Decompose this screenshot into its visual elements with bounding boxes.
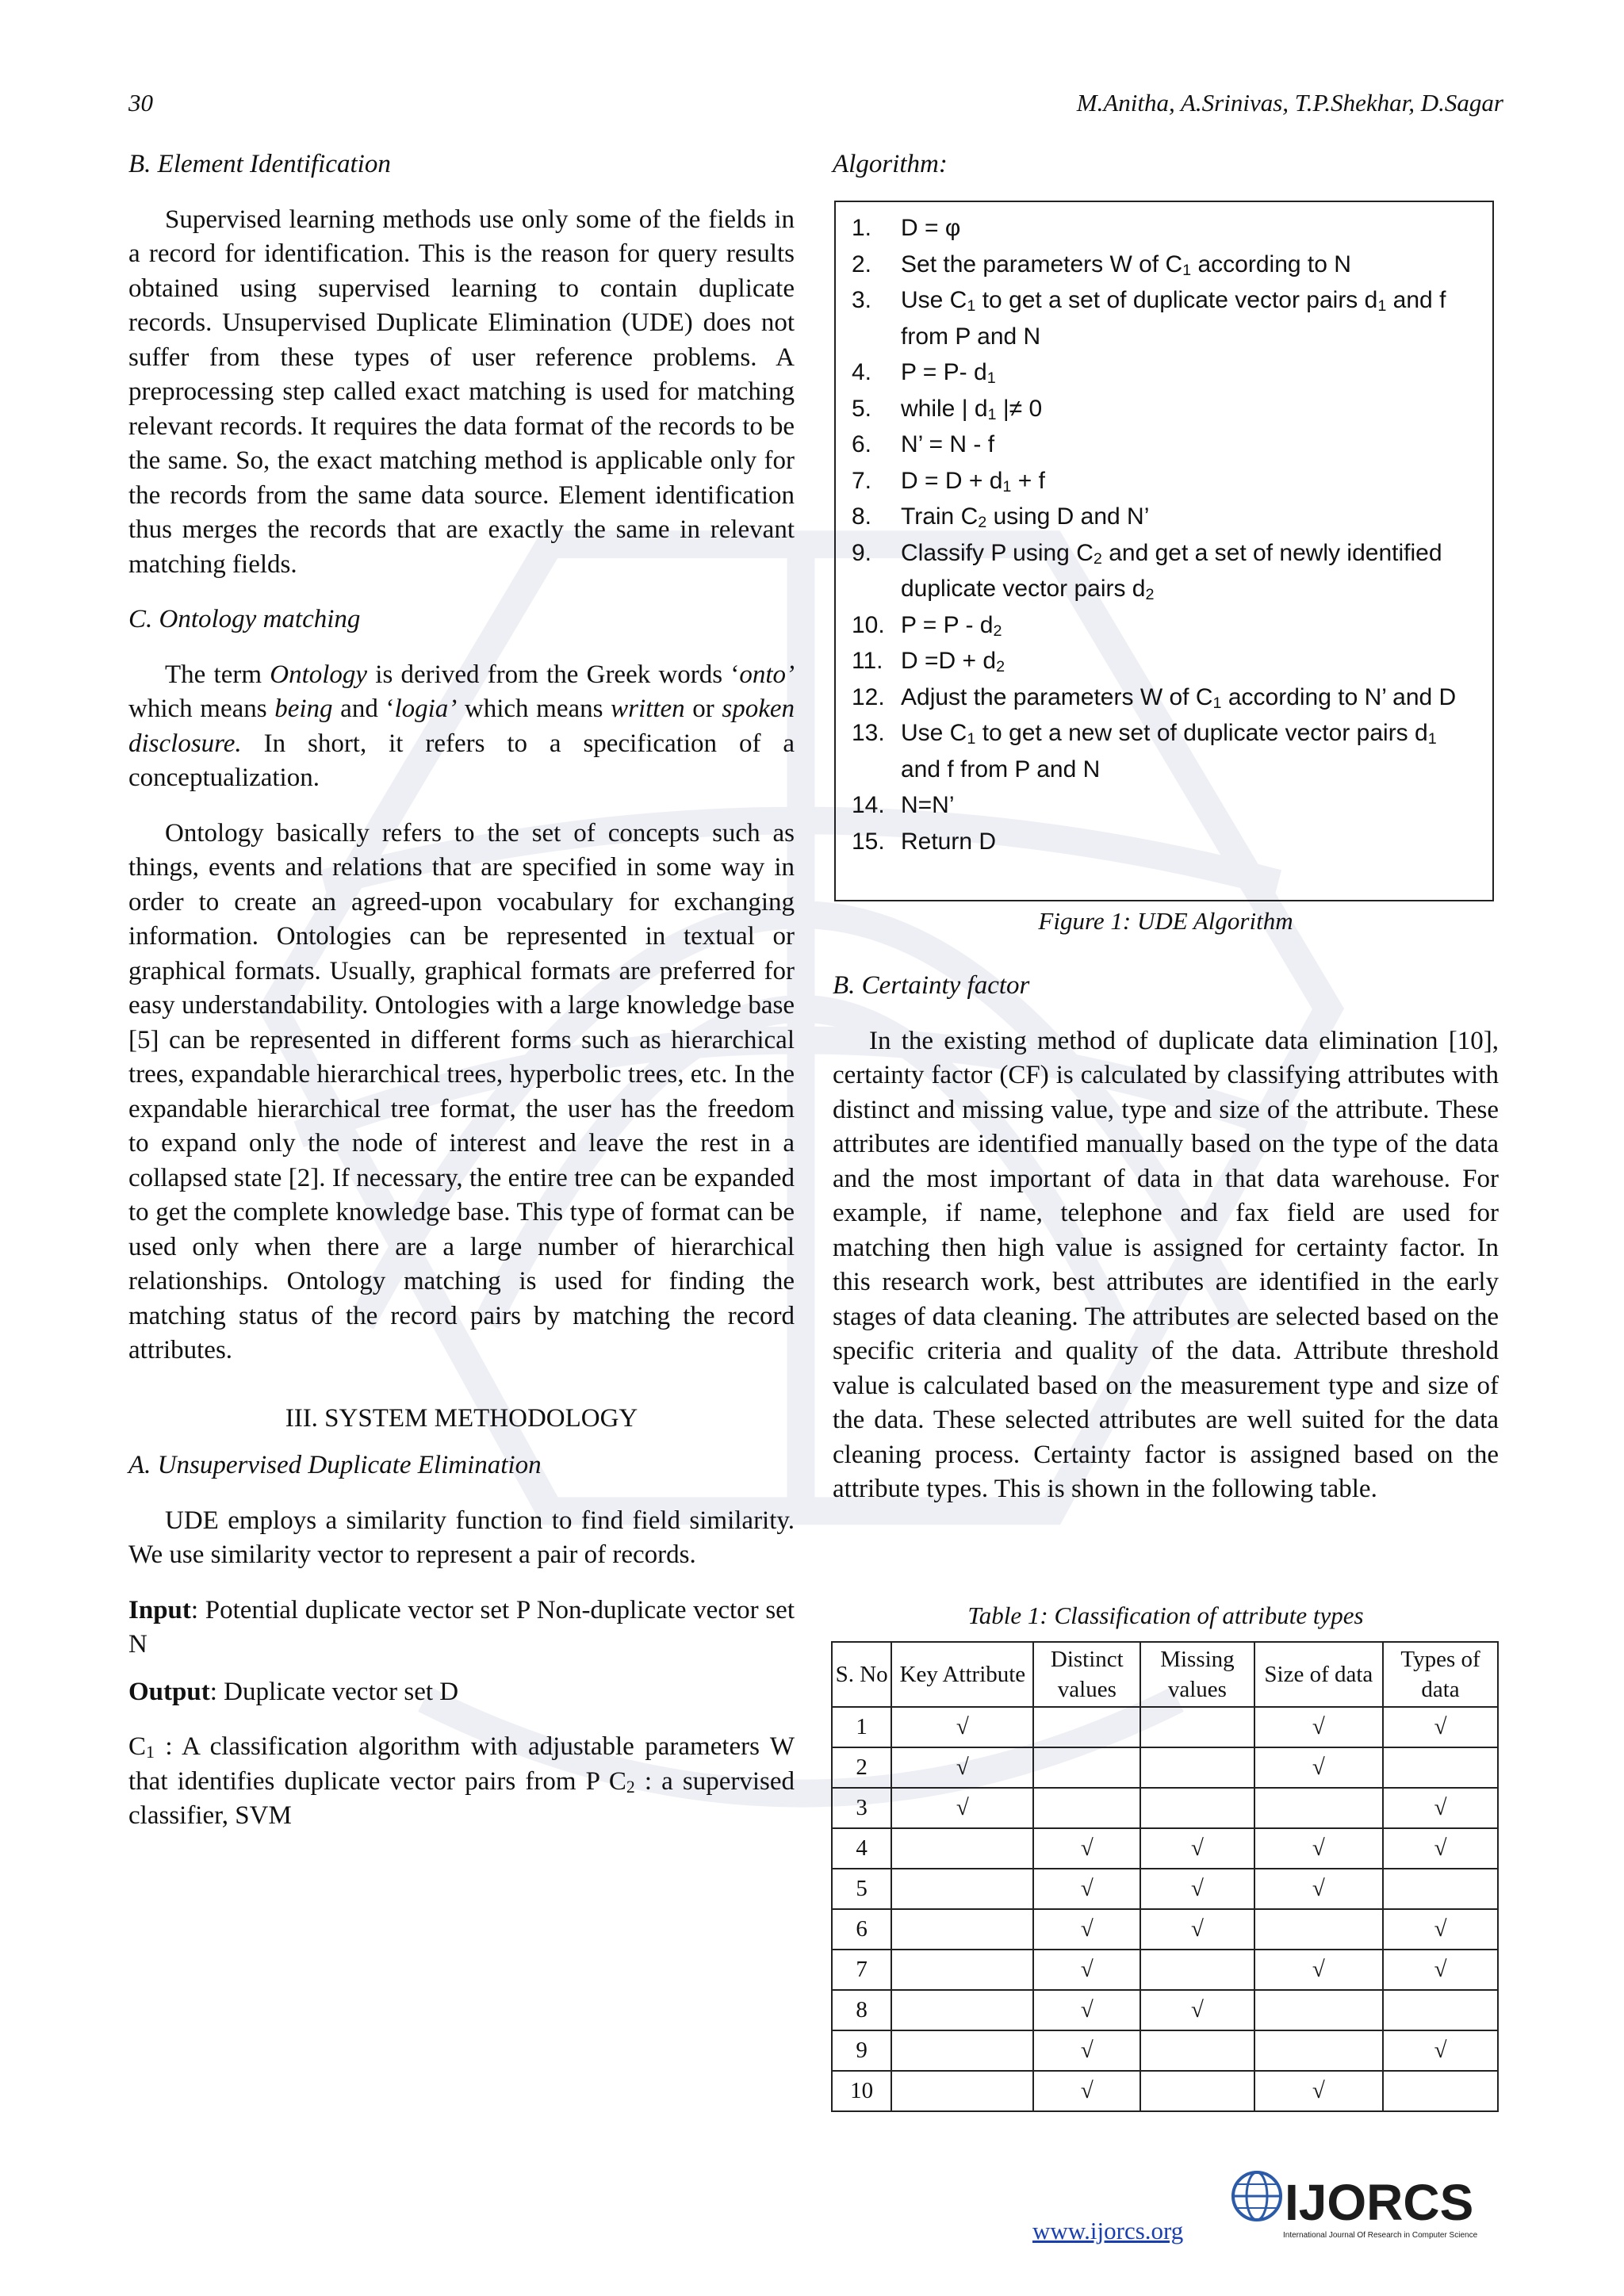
step-text: Use C bbox=[901, 287, 967, 313]
table-header-cell: Distinct values bbox=[1033, 1642, 1140, 1707]
table-row bbox=[832, 2030, 1498, 2071]
table-cell bbox=[1254, 1788, 1383, 1828]
step-text: Set the parameters W of C bbox=[901, 251, 1183, 277]
section-b-certainty-title: B. Certainty factor bbox=[833, 971, 1030, 1000]
step-text: N’ = N - f bbox=[901, 431, 995, 457]
step-text: P = P- d bbox=[901, 359, 987, 385]
step-number: 11. bbox=[852, 648, 883, 674]
step-number: 7. bbox=[852, 467, 872, 494]
table-cell: 8 bbox=[832, 1990, 891, 2030]
step-text: according to N’ and D bbox=[1221, 683, 1457, 710]
table-cell bbox=[891, 1909, 1033, 1950]
table-cell bbox=[1033, 1747, 1140, 1788]
table-cell: √ bbox=[1033, 1869, 1140, 1909]
table-cell: 4 bbox=[832, 1828, 891, 1869]
table-cell: √ bbox=[1383, 2030, 1498, 2071]
svg-text:IJORCS: IJORCS bbox=[1285, 2174, 1474, 2231]
algorithm-step bbox=[852, 463, 1477, 499]
step-subscript: 1 bbox=[986, 369, 996, 387]
step-text: Use C bbox=[901, 720, 967, 746]
table-caption: Table 1: Classification of attribute types bbox=[967, 1601, 1364, 1629]
table-cell bbox=[1383, 1869, 1498, 1909]
step-number: 3. bbox=[852, 287, 872, 313]
table-cell bbox=[1033, 1788, 1140, 1828]
table-cell: 10 bbox=[832, 2071, 891, 2111]
table-row bbox=[832, 1950, 1498, 1990]
algorithm-step bbox=[852, 391, 1477, 427]
step-subscript: 1 bbox=[1212, 694, 1222, 712]
step-text: D = φ bbox=[901, 215, 961, 241]
table-cell bbox=[1140, 1707, 1254, 1747]
table-cell: 3 bbox=[832, 1788, 891, 1828]
table-cell bbox=[1254, 1990, 1383, 2030]
step-number: 10. bbox=[852, 611, 885, 638]
algorithm-step bbox=[852, 535, 1477, 607]
algorithm-step bbox=[852, 643, 1477, 679]
table-cell: 6 bbox=[832, 1909, 891, 1950]
table-cell bbox=[891, 2071, 1033, 2111]
table-cell: √ bbox=[1033, 2071, 1140, 2111]
table-header-cell: Types of data bbox=[1383, 1642, 1498, 1707]
table-row bbox=[832, 1788, 1498, 1828]
table-row bbox=[832, 1747, 1498, 1788]
step-text: + f bbox=[1011, 467, 1045, 494]
table-header-cell: Size of data bbox=[1254, 1642, 1383, 1707]
step-subscript: 2 bbox=[993, 622, 1002, 640]
algorithm-step bbox=[852, 210, 1477, 247]
algorithm-box bbox=[834, 201, 1494, 901]
algorithm-step bbox=[852, 787, 1477, 824]
step-subscript: 2 bbox=[1145, 586, 1155, 603]
table-cell: √ bbox=[1254, 1707, 1383, 1747]
paragraph-ontology-term: The term Ontology is derived from the Greek words ‘onto’ which means being and ‘logia’ which means written or spoken disclosure. In short, it refers to a specification of a conceptualization. bbox=[128, 660, 795, 792]
table-cell: √ bbox=[1033, 2030, 1140, 2071]
classifier-definitions: $C_1$ : A classification algorithm with adjustable parameters W that identifies duplicate vector pairs from P $C_2$ : a supervised classifier, SVM bbox=[128, 1732, 795, 1830]
step-subscript: 1 bbox=[987, 405, 997, 423]
step-text: using D and N’ bbox=[986, 503, 1150, 530]
running-header-authors: M.Anitha, A.Srinivas, T.P.Shekhar, D.Sagar bbox=[1076, 89, 1503, 117]
algorithm-step bbox=[852, 427, 1477, 463]
paragraph-element-identification: Supervised learning methods use only some of the fields in a record for identification. This is the reason for query results obtained using supervised learning to contain duplicate records. Unsupervised Duplicate Elimination (UDE) does not suffer from these types of user reference problems. A preprocessing step called exact matching is used for matching relevant records. It requires the data format of the records to be the same. So, the exact matching method is applicable only for the records from the same data source. Element identification thus merges the records that are exactly the same in relevant matching fields. bbox=[128, 205, 795, 579]
step-text: Return D bbox=[901, 828, 997, 855]
table-cell bbox=[891, 1950, 1033, 1990]
table-cell bbox=[891, 1990, 1033, 2030]
table-cell: √ bbox=[1254, 1747, 1383, 1788]
algorithm-step bbox=[852, 354, 1477, 391]
table-row bbox=[832, 1909, 1498, 1950]
table-cell bbox=[891, 1828, 1033, 1869]
step-text: D =D + d bbox=[901, 648, 997, 674]
table-row bbox=[832, 1707, 1498, 1747]
algorithm-step bbox=[852, 607, 1477, 644]
table-cell: √ bbox=[1254, 1950, 1383, 1990]
table-cell: √ bbox=[1033, 1828, 1140, 1869]
step-text: Adjust the parameters W of C bbox=[901, 683, 1213, 710]
algorithm-step bbox=[852, 824, 1477, 860]
journal-link[interactable]: www.ijorcs.org bbox=[1032, 2217, 1184, 2244]
table-cell: √ bbox=[1140, 1869, 1254, 1909]
table-cell: √ bbox=[1254, 1828, 1383, 1869]
section-3-title: III. SYSTEM METHODOLOGY bbox=[285, 1403, 638, 1433]
step-number: 9. bbox=[852, 539, 872, 566]
table-cell bbox=[891, 2030, 1033, 2071]
table-header-row bbox=[832, 1642, 1498, 1707]
step-number: 6. bbox=[852, 431, 872, 457]
step-number: 14. bbox=[852, 792, 885, 818]
table-cell bbox=[1140, 2071, 1254, 2111]
step-subscript: 2 bbox=[1093, 549, 1102, 568]
algorithm-step bbox=[852, 247, 1477, 283]
table-header-cell: Key Attribute bbox=[891, 1642, 1033, 1707]
table-cell: √ bbox=[1033, 1990, 1140, 2030]
table-cell bbox=[1383, 1990, 1498, 2030]
table-cell: 1 bbox=[832, 1707, 891, 1747]
output-definition: Output: Duplicate vector set D bbox=[128, 1677, 459, 1706]
ijorcs-logo bbox=[1221, 2158, 1507, 2245]
step-subscript: 1 bbox=[967, 297, 976, 315]
step-subscript: 1 bbox=[1182, 261, 1192, 279]
table-cell bbox=[1140, 1747, 1254, 1788]
table-cell: √ bbox=[1033, 1950, 1140, 1990]
table-cell: √ bbox=[1033, 1909, 1140, 1950]
step-text: to get a set of duplicate vector pairs d bbox=[975, 287, 1378, 313]
step-subscript: 1 bbox=[1002, 477, 1012, 496]
step-text: to get a new set of duplicate vector pairs d bbox=[975, 720, 1428, 746]
table-row bbox=[832, 1990, 1498, 2030]
table-cell: √ bbox=[1383, 1828, 1498, 1869]
table-cell bbox=[1140, 2030, 1254, 2071]
step-subscript: 2 bbox=[996, 658, 1005, 675]
step-number: 2. bbox=[852, 251, 872, 277]
section-c-title: C. Ontology matching bbox=[128, 605, 361, 633]
table-cell: √ bbox=[891, 1707, 1033, 1747]
paragraph-ude: UDE employs a similarity function to find field similarity. We use similarity vector to represent a pair of records. bbox=[128, 1506, 795, 1569]
algorithm-steps bbox=[852, 210, 1477, 859]
table-header-cell: S. No bbox=[832, 1642, 891, 1707]
step-number: 1. bbox=[852, 215, 872, 241]
table-cell bbox=[1140, 1788, 1254, 1828]
step-text: and f from P and N bbox=[901, 756, 1101, 783]
step-subscript: 1 bbox=[1377, 297, 1387, 315]
table-row bbox=[832, 1869, 1498, 1909]
step-subscript: 1 bbox=[967, 730, 976, 748]
step-subscript: 2 bbox=[978, 514, 987, 531]
table-cell: √ bbox=[1254, 1869, 1383, 1909]
step-text: Classify P using C bbox=[901, 539, 1094, 566]
input-definition: Input: Potential duplicate vector set P Non-duplicate vector set N bbox=[128, 1595, 795, 1659]
algorithm-step bbox=[852, 715, 1477, 787]
table-cell: 5 bbox=[832, 1869, 891, 1909]
table-cell: √ bbox=[1140, 1990, 1254, 2030]
table-cell: √ bbox=[1383, 1788, 1498, 1828]
figure-caption: Figure 1: UDE Algorithm bbox=[1038, 907, 1293, 935]
table-cell bbox=[1033, 1707, 1140, 1747]
table-cell bbox=[1383, 1747, 1498, 1788]
table-cell: √ bbox=[1140, 1828, 1254, 1869]
step-subscript: 1 bbox=[1427, 730, 1437, 748]
paragraph-certainty-factor: In the existing method of duplicate data elimination [10], certainty factor (CF) is calculated by classifying attributes with distinct and missing value, type and size of the attribute. These attributes are identified manually based on the type of the data and the most important of data in that data warehouse. For example, if name, telephone and fax field are used for matching then high value is assigned for certainty factor. In this research work, best attributes are identified in the early stages of data cleaning. The attributes are selected based on the specific criteria and quality of the data. Attribute threshold value is calculated based on the measurement type and size of the data. These selected attributes are well suited for the data cleaning process. Certainty factor is assigned based on the attribute types. This is shown in the following table. bbox=[833, 1026, 1499, 1503]
table-cell: 2 bbox=[832, 1747, 891, 1788]
table-cell bbox=[1140, 1950, 1254, 1990]
step-text: N=N’ bbox=[901, 792, 955, 818]
table-cell: √ bbox=[1254, 2071, 1383, 2111]
step-number: 13. bbox=[852, 720, 885, 746]
step-text: |≠ 0 bbox=[996, 395, 1043, 422]
table-cell bbox=[891, 1869, 1033, 1909]
table-cell bbox=[1383, 2071, 1498, 2111]
algorithm-step bbox=[852, 679, 1477, 716]
section-3a-title: A. Unsupervised Duplicate Elimination bbox=[128, 1451, 542, 1479]
svg-text:International Journal Of Resea: International Journal Of Research in Computer Science bbox=[1283, 2231, 1478, 2240]
step-number: 8. bbox=[852, 503, 872, 530]
section-b-title: B. Element Identification bbox=[128, 150, 391, 178]
table-row bbox=[832, 1828, 1498, 1869]
algorithm-step bbox=[852, 282, 1477, 354]
step-text: while | d bbox=[901, 395, 988, 422]
step-text: D = D + d bbox=[901, 467, 1003, 494]
step-text: according to N bbox=[1191, 251, 1351, 277]
table-cell: 7 bbox=[832, 1950, 891, 1990]
table-cell: √ bbox=[1383, 1707, 1498, 1747]
step-text: and get a set of newly identified duplicate vector pairs d bbox=[901, 539, 1442, 602]
table-cell: √ bbox=[891, 1747, 1033, 1788]
table-body bbox=[832, 1707, 1498, 2111]
table-cell: √ bbox=[1383, 1909, 1498, 1950]
step-text: and f from P and N bbox=[901, 287, 1446, 350]
table-cell: √ bbox=[1140, 1909, 1254, 1950]
step-number: 12. bbox=[852, 683, 885, 710]
globe-icon bbox=[1233, 2172, 1281, 2220]
step-text: Train C bbox=[901, 503, 979, 530]
table-cell: 9 bbox=[832, 2030, 891, 2071]
algorithm-step bbox=[852, 499, 1477, 535]
table-cell bbox=[1254, 1909, 1383, 1950]
step-text: P = P - d bbox=[901, 611, 994, 638]
step-number: 4. bbox=[852, 359, 872, 385]
table-cell: √ bbox=[891, 1788, 1033, 1828]
page-number: 30 bbox=[128, 89, 153, 117]
table-row bbox=[832, 2071, 1498, 2111]
left-column bbox=[128, 147, 795, 1834]
table-header-cell: Missing values bbox=[1140, 1642, 1254, 1707]
paragraph-ontology-concepts: Ontology basically refers to the set of concepts such as things, events and relations that are specified in some way in order to create an agreed-upon vocabulary for exchanging information. Ontologies can be represented in textual or graphical formats. Usually, graphical formats are preferred for easy understandability. Ontologies with a large knowledge base [5] can be represented in different forms such as hierarchical trees, expandable hierarchical trees, hyperbolic trees, etc. In the expandable hierarchical tree format, the user has the freedom to expand only the node of interest and leave the rest in a collapsed state [2]. If necessary, the entire tree can be expanded to get the complete knowledge base. This type of format can be used only when there are a large number of hierarchical relationships. Ontology matching is used for finding the matching status of the record pairs by matching the record attributes. bbox=[128, 818, 795, 1364]
step-number: 15. bbox=[852, 828, 885, 855]
attribute-types-table bbox=[831, 1641, 1499, 2112]
right-text-column bbox=[833, 969, 1499, 1507]
table-cell: √ bbox=[1383, 1950, 1498, 1990]
algorithm-heading: Algorithm: bbox=[833, 150, 948, 178]
step-number: 5. bbox=[852, 395, 872, 422]
table-cell bbox=[1254, 2030, 1383, 2071]
